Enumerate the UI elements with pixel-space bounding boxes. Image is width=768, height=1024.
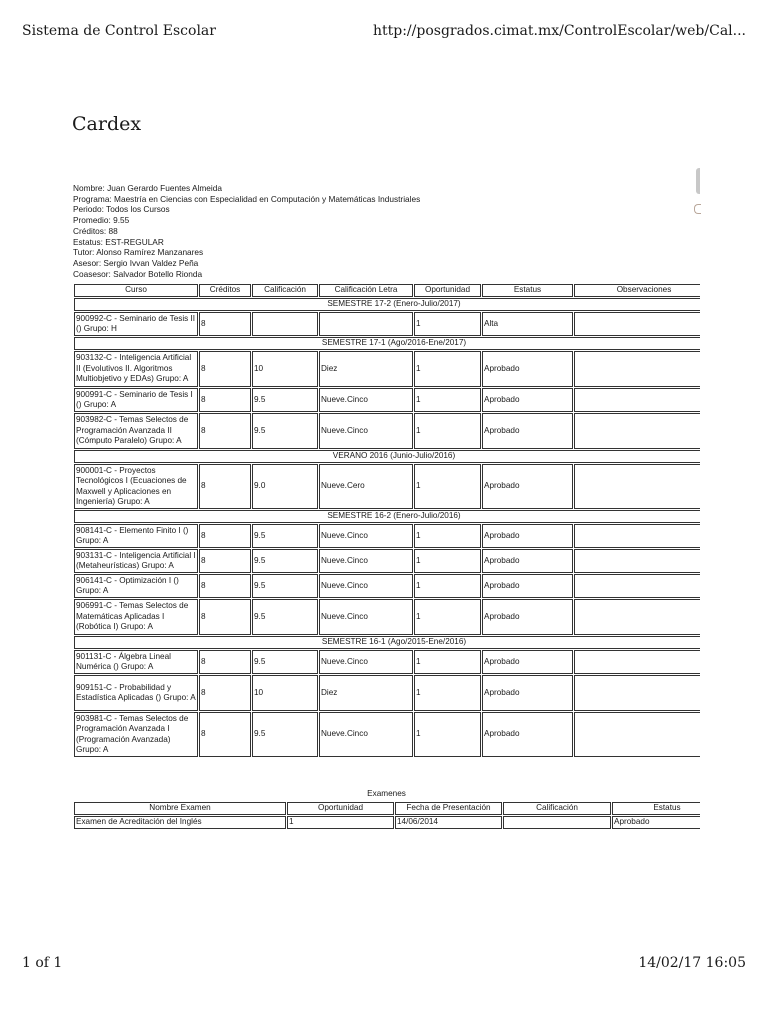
exam-row [74, 816, 700, 829]
cell-status: Aprobado [482, 599, 573, 635]
semester-row [74, 337, 700, 350]
course-row [74, 413, 700, 449]
cell-credits: 8 [199, 712, 251, 757]
cell-grade: 9.5 [252, 549, 318, 573]
cell-credits: 8 [199, 675, 251, 711]
cell-exam-attempt: 1 [287, 816, 394, 829]
cell-course: 906991-C - Temas Selectos de Matemáticas Aplicadas I (Robótica I) Grupo: A [74, 599, 198, 635]
student-status: Estatus: EST-REGULAR [73, 236, 164, 247]
course-row [74, 574, 700, 598]
cell-status: Aprobado [482, 549, 573, 573]
cell-observations [574, 524, 700, 548]
col-header-exam-attempt: Oportunidad [287, 802, 394, 815]
student-advisor: Asesor: Sergio Ivvan Valdez Peña [73, 257, 199, 268]
col-header-course: Curso [74, 284, 198, 297]
cell-course: 906141-C - Optimización I () Grupo: A [74, 574, 198, 598]
exams-table [73, 801, 700, 830]
col-header-observations: Observaciones [574, 284, 700, 297]
cell-credits: 8 [199, 413, 251, 449]
cell-course: 903982-C - Temas Selectos de Programación Avanzada II (Cómputo Paralelo) Grupo: A [74, 413, 198, 449]
cell-course: 900992-C - Seminario de Tesis II () Grupo: H [74, 312, 198, 336]
semester-label: SEMESTRE 17-2 (Enero-Julio/2017) [74, 298, 700, 311]
cell-attempt: 1 [414, 650, 481, 674]
cell-observations [574, 574, 700, 598]
semester-label: SEMESTRE 17-1 (Ago/2016-Ene/2017) [74, 337, 700, 350]
cell-grade: 9.5 [252, 599, 318, 635]
col-header-credits: Créditos [199, 284, 251, 297]
cell-exam-grade [503, 816, 611, 829]
cell-attempt: 1 [414, 388, 481, 412]
cell-grade: 9.5 [252, 574, 318, 598]
cell-grade-letter: Nueve.Cinco [319, 524, 413, 548]
cell-status: Aprobado [482, 574, 573, 598]
exams-header-row [74, 802, 700, 815]
cell-exam-date: 14/06/2014 [395, 816, 502, 829]
cell-attempt: 1 [414, 549, 481, 573]
cell-course: 903132-C - Inteligencia Artificial II (Evolutivos II. Algoritmos Multiobjetivo y EDAs) Grupo: A [74, 351, 198, 387]
cell-credits: 8 [199, 599, 251, 635]
col-header-exam-name: Nombre Examen [74, 802, 286, 815]
cell-credits: 8 [199, 524, 251, 548]
cell-attempt: 1 [414, 413, 481, 449]
cell-grade: 9.5 [252, 388, 318, 412]
student-tutor: Tutor: Alonso Ramírez Manzanares [73, 247, 204, 258]
course-row [74, 712, 700, 757]
cell-status: Alta [482, 312, 573, 336]
cell-grade-letter: Nueve.Cero [319, 464, 413, 509]
semester-row [74, 510, 700, 523]
semester-row [74, 298, 700, 311]
course-row [74, 549, 700, 573]
student-average: Promedio: 9.55 [73, 215, 130, 226]
cell-observations [574, 675, 700, 711]
cell-grade: 10 [252, 675, 318, 711]
cell-course: 901131-C - Álgebra Lineal Numérica () Grupo: A [74, 650, 198, 674]
cell-attempt: 1 [414, 675, 481, 711]
cell-grade-letter [319, 312, 413, 336]
cell-observations [574, 712, 700, 757]
cell-observations [574, 650, 700, 674]
semester-row [74, 636, 700, 649]
cell-status: Aprobado [482, 464, 573, 509]
cell-grade-letter: Nueve.Cinco [319, 413, 413, 449]
cell-course: 909151-C - Probabilidad y Estadística Aplicadas () Grupo: A [74, 675, 198, 711]
semester-row [74, 450, 700, 463]
col-header-status: Estatus [482, 284, 573, 297]
cell-credits: 8 [199, 549, 251, 573]
student-name: Nombre: Juan Gerardo Fuentes Almeida [73, 183, 222, 193]
cell-status: Aprobado [482, 712, 573, 757]
cell-course: 908141-C - Elemento Finito I () Grupo: A [74, 524, 198, 548]
course-row [74, 524, 700, 548]
cell-observations [574, 351, 700, 387]
print-footer-datetime: 14/02/17 16:05 [638, 955, 746, 971]
cell-credits: 8 [199, 351, 251, 387]
cell-attempt: 1 [414, 312, 481, 336]
cell-credits: 8 [199, 464, 251, 509]
cell-grade-letter: Nueve.Cinco [319, 712, 413, 757]
cell-credits: 8 [199, 312, 251, 336]
semester-label: SEMESTRE 16-1 (Ago/2015-Ene/2016) [74, 636, 700, 649]
cell-grade-letter: Nueve.Cinco [319, 650, 413, 674]
cell-grade: 10 [252, 351, 318, 387]
cell-status: Aprobado [482, 524, 573, 548]
content-area [73, 0, 700, 1024]
course-row [74, 599, 700, 635]
cell-attempt: 1 [414, 712, 481, 757]
student-info [73, 183, 420, 279]
course-row [74, 312, 700, 336]
col-header-exam-status: Estatus [612, 802, 700, 815]
print-header-url: http://posgrados.cimat.mx/ControlEscolar/web/Cal... [372, 23, 746, 39]
cell-status: Aprobado [482, 675, 573, 711]
semester-label: SEMESTRE 16-2 (Enero-Julio/2016) [74, 510, 700, 523]
cell-attempt: 1 [414, 599, 481, 635]
cell-grade-letter: Nueve.Cinco [319, 549, 413, 573]
cell-credits: 8 [199, 574, 251, 598]
cell-status: Aprobado [482, 413, 573, 449]
cell-observations [574, 549, 700, 573]
cell-attempt: 1 [414, 524, 481, 548]
course-row [74, 351, 700, 387]
student-program: Programa: Maestría en Ciencias con Especialidad en Computación y Matemáticas Industriales [73, 193, 421, 204]
cardex-header-row [74, 284, 700, 297]
cell-grade: 9.5 [252, 524, 318, 548]
student-period: Periodo: Todos los Cursos [73, 204, 170, 215]
course-row [74, 675, 700, 711]
cell-course: 900001-C - Proyectos Tecnológicos I (Ecuaciones de Maxwell y Aplicaciones en Ingeniería) Grupo: A [74, 464, 198, 509]
student-credits: Créditos: 88 [73, 225, 118, 236]
cardex-table [73, 283, 700, 758]
cell-grade-letter: Nueve.Cinco [319, 388, 413, 412]
cell-credits: 8 [199, 388, 251, 412]
cell-observations [574, 312, 700, 336]
cell-course: 903981-C - Temas Selectos de Programación Avanzada I (Programación Avanzada) Grupo: A [74, 712, 198, 757]
cell-grade: 9.5 [252, 712, 318, 757]
cell-grade-letter: Nueve.Cinco [319, 574, 413, 598]
cell-grade-letter: Diez [319, 675, 413, 711]
course-row [74, 650, 700, 674]
cell-course: 900991-C - Seminario de Tesis I () Grupo: A [74, 388, 198, 412]
cell-grade: 9.0 [252, 464, 318, 509]
cell-grade: 9.5 [252, 650, 318, 674]
cell-attempt: 1 [414, 351, 481, 387]
cell-attempt: 1 [414, 464, 481, 509]
col-header-grade-letter: Calificación Letra [319, 284, 413, 297]
print-header-title: Sistema de Control Escolar [22, 23, 216, 39]
cell-status: Aprobado [482, 650, 573, 674]
cell-observations [574, 413, 700, 449]
page-title: Cardex [72, 113, 142, 135]
print-footer-page: 1 of 1 [22, 955, 63, 971]
col-header-grade: Calificación [252, 284, 318, 297]
cell-grade-letter: Nueve.Cinco [319, 599, 413, 635]
col-header-exam-grade: Calificación [503, 802, 611, 815]
cell-exam-name: Examen de Acreditación del Inglés [74, 816, 286, 829]
cell-status: Aprobado [482, 351, 573, 387]
course-row [74, 388, 700, 412]
cell-exam-status: Aprobado [612, 816, 700, 829]
cell-credits: 8 [199, 650, 251, 674]
col-header-exam-date: Fecha de Presentación [395, 802, 502, 815]
cell-grade [252, 312, 318, 336]
cell-attempt: 1 [414, 574, 481, 598]
col-header-attempt: Oportunidad [414, 284, 481, 297]
student-coadvisor: Coasesor: Salvador Botello Rionda [73, 268, 203, 279]
cell-observations [574, 464, 700, 509]
semester-label: VERANO 2016 (Junio-Julio/2016) [74, 450, 700, 463]
cell-course: 903131-C - Inteligencia Artificial I (Metaheurísticas) Grupo: A [74, 549, 198, 573]
exams-caption: Examenes [367, 789, 406, 798]
cell-observations [574, 388, 700, 412]
cell-grade: 9.5 [252, 413, 318, 449]
cell-observations [574, 599, 700, 635]
course-row [74, 464, 700, 509]
cell-grade-letter: Diez [319, 351, 413, 387]
cell-status: Aprobado [482, 388, 573, 412]
